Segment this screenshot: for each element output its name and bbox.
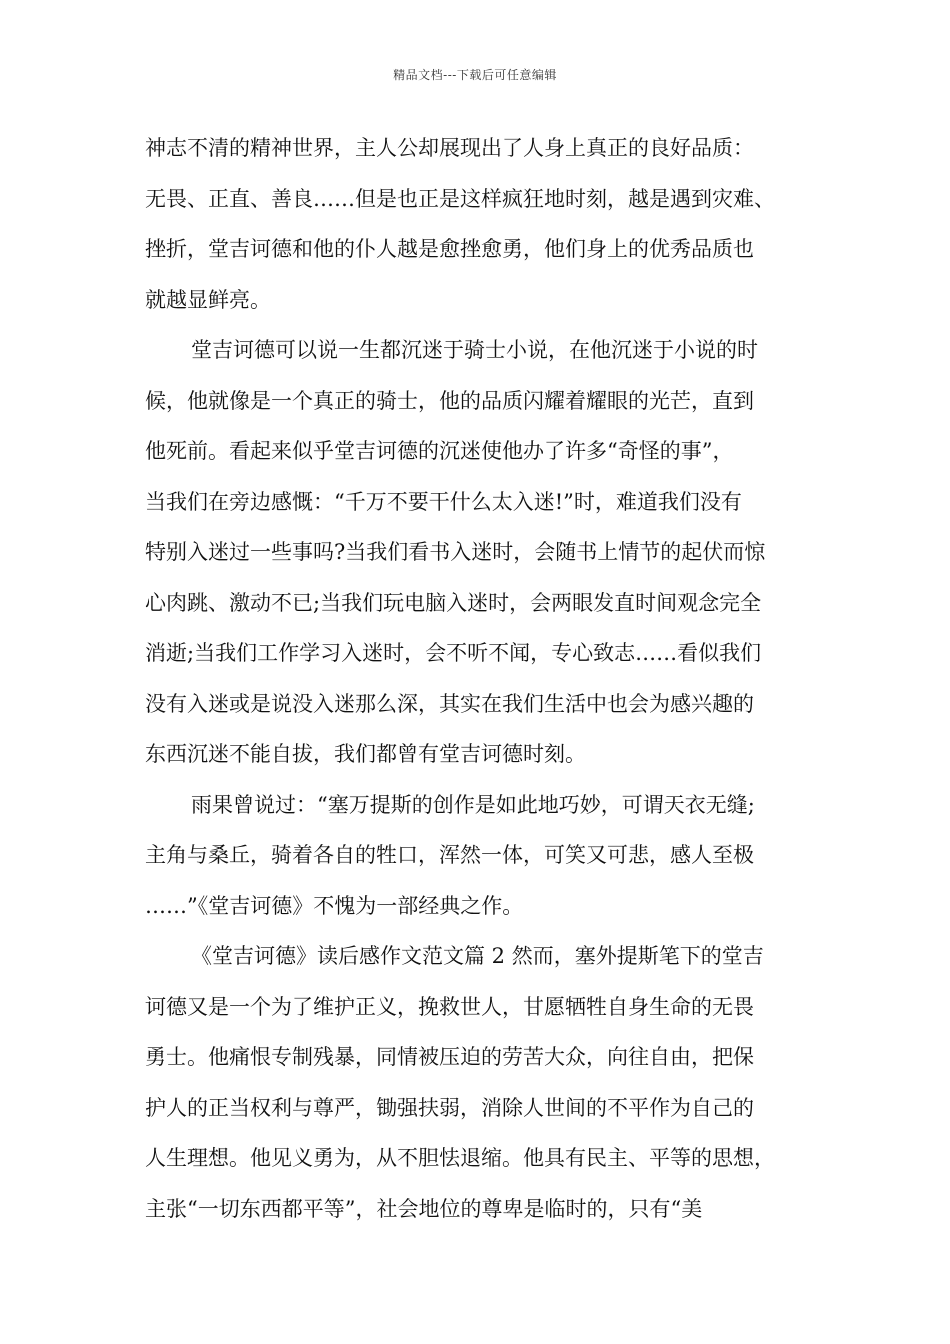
text-line: 消逝;当我们工作学习入迷时，会不听不闻，专心致志……看似我们 bbox=[145, 641, 762, 665]
text-line: 勇士。他痛恨专制残暴，同情被压迫的劳苦大众，向往自由，把保 bbox=[145, 1045, 754, 1069]
page-header: 精品文档---下载后可任意编辑 bbox=[393, 68, 557, 82]
text-line: 护人的正当权利与尊严，锄强扶弱，消除人世间的不平作为自己的 bbox=[145, 1095, 754, 1120]
text-line: 人生理想。他见义勇为，从不胆怯退缩。他具有民主、平等的思想， bbox=[145, 1146, 775, 1170]
text-line: 主角与桑丘，骑着各自的牲口，浑然一体，可笑又可悲，感人至极 bbox=[145, 843, 754, 867]
paragraph bbox=[145, 328, 813, 783]
text-line: 他死前。看起来似乎堂吉诃德的沉迷使他办了许多“奇怪的事”， bbox=[145, 439, 734, 463]
text-line: 当我们在旁边感慨：“千万不要干什么太入迷!”时，难道我们没有 bbox=[145, 489, 742, 514]
text-line: 候，他就像是一个真正的骑士，他的品质闪耀着耀眼的光芒，直到 bbox=[145, 388, 754, 413]
text-line: 神志不清的精神世界，主人公却展现出了人身上真正的良好品质： bbox=[145, 136, 754, 160]
text-line: 无畏、正直、善良……但是也正是这样疯狂地时刻，越是遇到灾难、 bbox=[145, 186, 775, 211]
text-line: 没有入迷或是说没入迷那么深，其实在我们生活中也会为感兴趣的 bbox=[145, 691, 754, 716]
text-line: 就越显鲜亮。 bbox=[145, 287, 271, 312]
text-line: 挫折，堂吉诃德和他的仆人越是愈挫愈勇，他们身上的优秀品质也 bbox=[145, 237, 754, 261]
paragraph bbox=[145, 783, 813, 935]
text-line: ……”《堂吉诃德》不愧为一部经典之作。 bbox=[145, 893, 524, 918]
text-line: 诃德又是一个为了维护正义，挽救世人，甘愿牺牲自身生命的无畏 bbox=[145, 994, 754, 1019]
text-line: 堂吉诃德可以说一生都沉迷于骑士小说，在他沉迷于小说的时 bbox=[191, 338, 758, 362]
document-body bbox=[145, 126, 813, 1237]
text-line: 心肉跳、激动不已;当我们玩电脑入迷时，会两眼发直时间观念完全 bbox=[145, 590, 762, 615]
paragraph bbox=[145, 934, 813, 1237]
text-line: 东西沉迷不能自拔，我们都曾有堂吉诃德时刻。 bbox=[145, 742, 586, 766]
text-line: 特别入迷过一些事吗?当我们看书入迷时，会随书上情节的起伏而惊 bbox=[145, 540, 766, 564]
text-line: 主张“一切东西都平等”，社会地位的尊卑是临时的，只有“美 bbox=[145, 1196, 703, 1221]
text-line: 雨果曾说过：“塞万提斯的创作是如此地巧妙，可谓天衣无缝; bbox=[191, 792, 755, 817]
text-line: 《堂吉诃德》读后感作文范文篇 2 然而，塞外提斯笔下的堂吉 bbox=[191, 944, 764, 968]
paragraph bbox=[145, 126, 813, 328]
